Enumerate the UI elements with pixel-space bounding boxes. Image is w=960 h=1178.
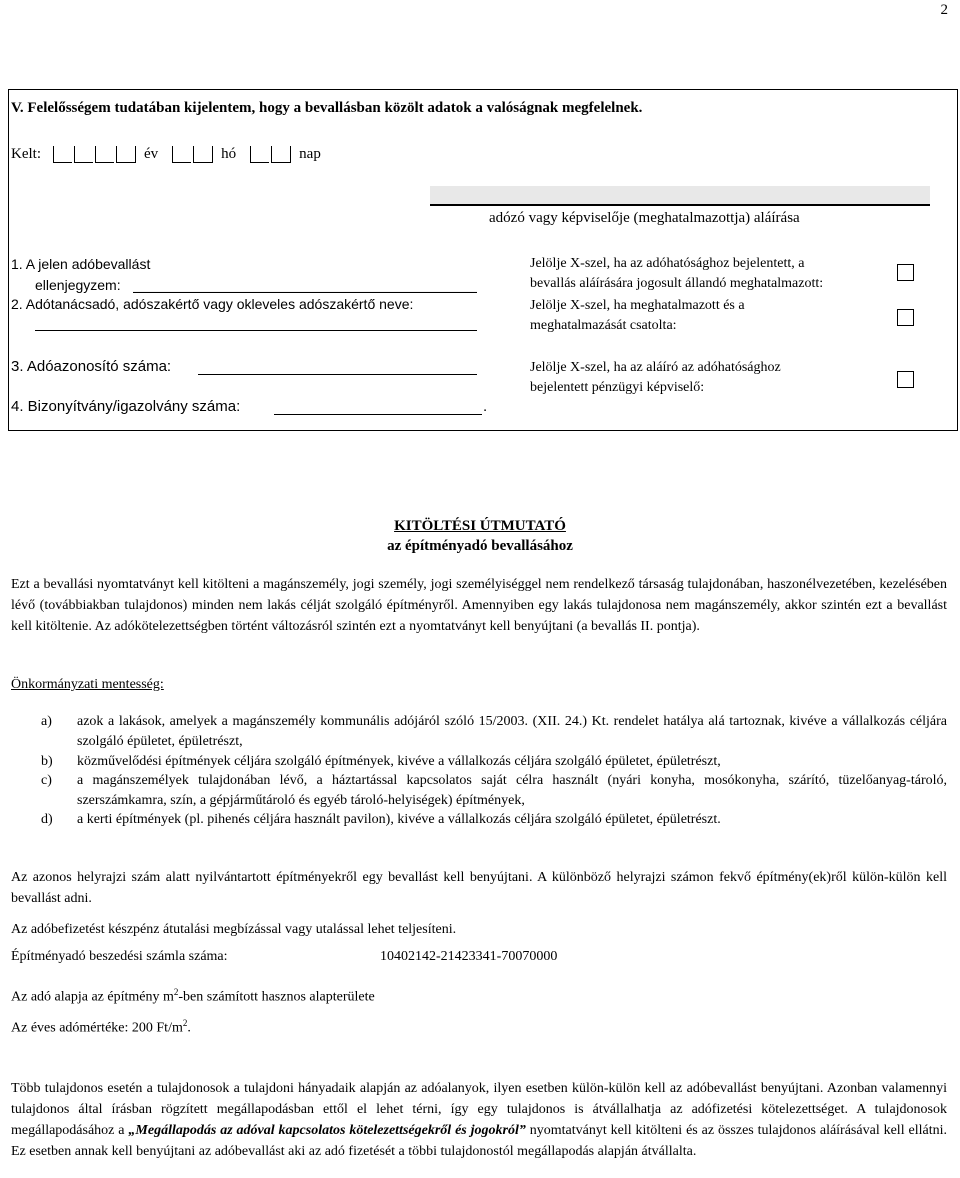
advisor-name-field[interactable] [35, 329, 477, 331]
certificate-number-field[interactable] [274, 413, 482, 415]
list-item-label: c) [41, 773, 52, 788]
rate-before: Az éves adómértéke: 200 Ft/m [11, 1020, 183, 1036]
signature-caption: adózó vagy képviselője (meghatalmazottja) aláírása [489, 210, 800, 226]
check3-line2: bejelentett pénzügyi képviselő: [530, 380, 705, 395]
permanent-representative-checkbox[interactable] [897, 264, 914, 281]
month-digit-box[interactable] [172, 146, 191, 163]
authorized-checkbox[interactable] [897, 309, 914, 326]
item2-label: 2. Adótanácsadó, adószakértő vagy okleveles adószakértő neve: [11, 296, 414, 312]
list-item-label: a) [41, 714, 52, 729]
financial-representative-checkbox[interactable] [897, 371, 914, 388]
signature-field[interactable] [430, 186, 930, 206]
year-digit-box[interactable] [53, 146, 72, 163]
tax-base-after: -ben számított hasznos alapterülete [178, 989, 375, 1005]
intro-paragraph: Ezt a bevallási nyomtatványt kell kitölteni a magánszemély, jogi személy, jogi személyiséggel nem rendelkező társaság tulajdonában, haszonélvezetében, kezelésében lévő (továbbiakban tulajdonos) minden nem lakás célját szolgáló építményről. Amennyiben egy lakás tulajdonosa nem magánszemély, akkor szintén ezt a bevallást kell kitöltenie. Az adókötelezettségben történt változásról szintén ezt a nyomtatványt kell benyújtani (a bevallás II. pontja). [11, 577, 947, 634]
kelt-label: Kelt: [11, 146, 41, 162]
owners-paragraph [11, 1078, 947, 1162]
tax-base-before: Az adó alapja az építmény m [11, 989, 174, 1005]
tax-id-field[interactable] [198, 373, 477, 375]
tax-base-sup: 2 [173, 987, 179, 997]
declaration-box [8, 89, 958, 431]
rate-sup: 2 [182, 1018, 188, 1028]
year-label: év [144, 146, 159, 162]
rate-after: . [187, 1020, 191, 1036]
day-digit-box[interactable] [271, 146, 291, 163]
list-item-text: közművelődési építmények céljára szolgáló építmények, kivéve a vállalkozás céljára szolgáló épületet, épületrészt, [77, 754, 721, 769]
item1-line1: 1. A jelen adóbevallást [11, 256, 151, 272]
section-v-title: V. Felelősségem tudatában kijelentem, hogy a bevallásban közölt adatok a valóságnak megfelelnek. [11, 100, 643, 116]
guide-title: KITÖLTÉSI ÚTMUTATÓ [394, 518, 566, 534]
tax-base-text [11, 987, 375, 1006]
check1-line2: bevallás aláírására jogosult állandó meghatalmazott: [530, 276, 824, 291]
list-item [11, 712, 947, 752]
month-label: hó [221, 146, 237, 162]
account-label: Építményadó beszedési számla száma: [11, 949, 228, 964]
item3-label: 3. Adóazonosító száma: [11, 358, 172, 375]
account-number: 10402142-21423341-70070000 [380, 949, 558, 964]
list-item-label: b) [41, 754, 53, 769]
check1-line1: Jelölje X-szel, ha az adóhatósághoz bejelentett, a [530, 256, 805, 271]
month-digit-box[interactable] [193, 146, 213, 163]
list-item-text: a kerti építmények (pl. pihenés céljára használt pavilon), kivéve a vállalkozás céljára szolgáló épületet, épületrészt. [77, 812, 721, 827]
year-digit-box[interactable] [95, 146, 114, 163]
page-number: 2 [940, 2, 948, 18]
guide-subtitle: az építményadó bevallásához [387, 538, 573, 554]
check3-line1: Jelölje X-szel, ha az aláíró az adóhatósághoz [530, 360, 781, 375]
check2-line1: Jelölje X-szel, ha meghatalmazott és a [530, 298, 745, 313]
item1-line2: ellenjegyzem: [35, 277, 121, 293]
list-item-text: azok a lakások, amelyek a magánszemély kommunális adójáról szóló 15/2003. (XII. 24.) Kt. rendelet hatálya alá tartoznak, kivéve a vállalkozás céljára szolgáló épületet, épületrészt, [77, 714, 947, 749]
countersign-field[interactable] [133, 291, 477, 293]
exemption-heading: Önkormányzati mentesség: [11, 677, 164, 692]
item4-label: 4. Bizonyítvány/igazolvány száma: [11, 398, 241, 415]
year-digit-box[interactable] [74, 146, 93, 163]
day-digit-box[interactable] [250, 146, 269, 163]
check2-line2: meghatalmazását csatolta: [530, 318, 677, 333]
payment-paragraph: Az adóbefizetést készpénz átutalási megbízással vagy utalással lehet teljesíteni. [11, 922, 457, 937]
list-item [11, 752, 947, 772]
list-item [11, 771, 947, 811]
list-item [11, 810, 947, 830]
year-digit-box[interactable] [116, 146, 136, 163]
date-row [11, 146, 331, 163]
owners-text-2: nyomtatványt kell kitölteni és az összes tulajdonos aláírásával kell ellátni. Ez esetben annak kell benyújtani az adóbevallást aki az adó fizetését a többi tulajdonostól megállapodás alapján átvállalta. [11, 1123, 947, 1159]
owners-text-1: Több tulajdonos esetén a tulajdonosok a tulajdoni hányadaik alapján az adóalanyok, ilyen esetben külön-külön kell az adóbevallást benyújtani. Azonban valamennyi tulajdonos által írásban rögzített megállapodásban ettől el lehet térni, így egy tulajdonos is átvállalhatja az adófizetési kötelezettséget. A tulajdonosok megállapodásához a [11, 1081, 947, 1138]
agreement-title: „Megállapodás az adóval kapcsolatos kötelezettségekről és jogokról” [128, 1123, 526, 1138]
list-item-label: d) [41, 812, 53, 827]
day-label: nap [299, 146, 321, 162]
item4-period: . [483, 398, 488, 415]
rate-text [11, 1018, 191, 1037]
same-lot-paragraph: Az azonos helyrajzi szám alatt nyilvántartott építményekről egy bevallást kell benyújtani. A különböző helyrajzi számon fekvő építmény(ek)ről külön-külön kell bevallást adni. [11, 870, 947, 906]
list-item-text: a magánszemélyek tulajdonában lévő, a háztartással kapcsolatos saját célra használt (nyári konyha, mosókonyha, szárító, tüzelőanyag-tároló, szerszámkamra, szín, a gépjárműtároló és egyéb tároló-helyiségek) építmények, [77, 773, 947, 808]
